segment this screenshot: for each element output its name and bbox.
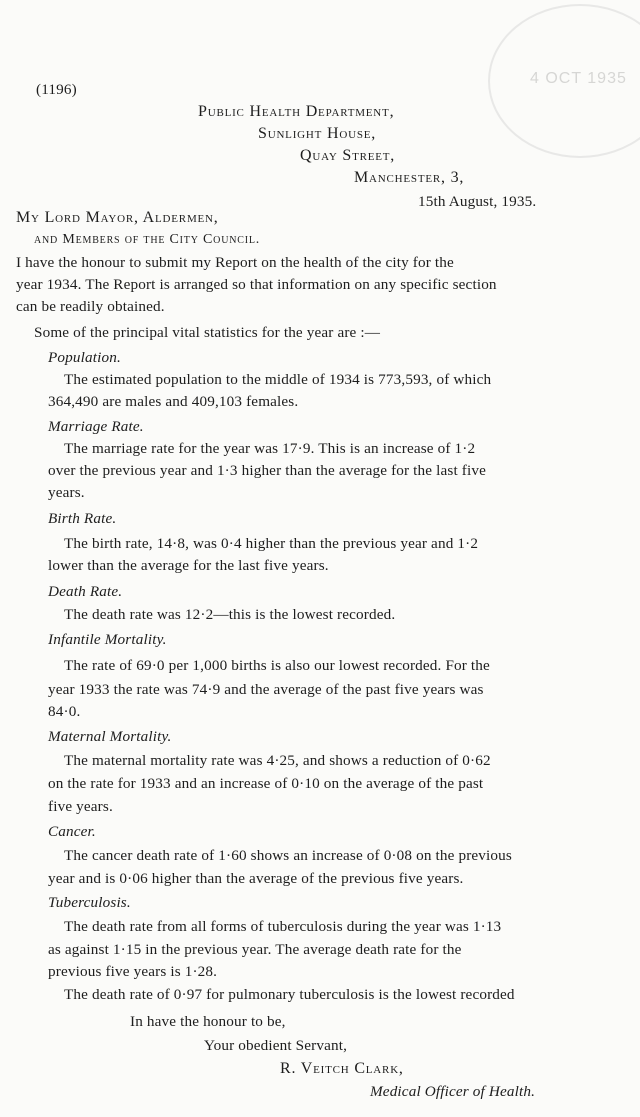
- closing-line: Your obedient Servant,: [204, 1037, 348, 1054]
- body-line: year 1933 the rate was 74·9 and the average of the past five years was: [48, 681, 484, 698]
- body-line: lower than the average for the last five years.: [48, 557, 329, 574]
- body-line: The death rate of 0·97 for pulmonary tuberculosis is the lowest recorded: [64, 986, 515, 1003]
- body-line: over the previous year and 1·3 higher than the average for the last five: [48, 462, 486, 479]
- body-line: 364,490 are males and 409,103 females.: [48, 393, 299, 410]
- section-heading: Marriage Rate.: [48, 418, 144, 435]
- letter-date: 15th August, 1935.: [418, 193, 537, 210]
- address-line: Manchester, 3,: [354, 169, 465, 186]
- intro-line: year 1934. The Report is arranged so that information on any specific section: [16, 276, 497, 293]
- address-line: Quay Street,: [300, 147, 396, 164]
- signature-title: Medical Officer of Health.: [370, 1083, 536, 1100]
- section-heading: Cancer.: [48, 823, 96, 840]
- section-heading: Population.: [48, 349, 121, 366]
- body-line: years.: [48, 484, 85, 501]
- body-line: The birth rate, 14·8, was 0·4 higher than the previous year and 1·2: [64, 535, 479, 552]
- address-line: Public Health Department,: [198, 103, 395, 120]
- body-line: The cancer death rate of 1·60 shows an increase of 0·08 on the previous: [64, 847, 512, 864]
- body-line: previous five years is 1·28.: [48, 963, 218, 980]
- body-line: The maternal mortality rate was 4·25, and shows a reduction of 0·62: [64, 752, 491, 769]
- body-line: five years.: [48, 798, 113, 815]
- body-line: The marriage rate for the year was 17·9. This is an increase of 1·2: [64, 440, 476, 457]
- section-heading: Tuberculosis.: [48, 894, 131, 911]
- signature-name: R. Veitch Clark,: [280, 1060, 404, 1077]
- body-line: year and is 0·06 higher than the average of the previous five years.: [48, 870, 464, 887]
- body-line: as against 1·15 in the previous year. The average death rate for the: [48, 941, 462, 958]
- salutation-line: and Members of the City Council.: [34, 232, 261, 247]
- closing-line: In have the honour to be,: [130, 1013, 286, 1030]
- salutation-line: My Lord Mayor, Aldermen,: [16, 209, 219, 226]
- section-heading: Infantile Mortality.: [48, 631, 167, 648]
- reference-number: (1196): [36, 81, 77, 98]
- body-line: 84·0.: [48, 703, 81, 720]
- intro-line: can be readily obtained.: [16, 298, 165, 315]
- lead-line: Some of the principal vital statistics for the year are :—: [34, 324, 381, 341]
- body-line: The death rate was 12·2—this is the lowest recorded.: [64, 606, 396, 623]
- body-line: The estimated population to the middle of 1934 is 773,593, of which: [64, 371, 492, 388]
- section-heading: Maternal Mortality.: [48, 728, 172, 745]
- section-heading: Birth Rate.: [48, 510, 117, 527]
- body-line: on the rate for 1933 and an increase of 0·10 on the average of the past: [48, 775, 484, 792]
- section-heading: Death Rate.: [48, 583, 123, 600]
- intro-line: I have the honour to submit my Report on the health of the city for the: [16, 254, 454, 271]
- body-line: The rate of 69·0 per 1,000 births is also our lowest recorded. For the: [64, 657, 490, 674]
- body-line: The death rate from all forms of tuberculosis during the year was 1·13: [64, 918, 502, 935]
- address-line: Sunlight House,: [258, 125, 377, 142]
- stamp-date: 4 OCT 1935: [530, 70, 627, 87]
